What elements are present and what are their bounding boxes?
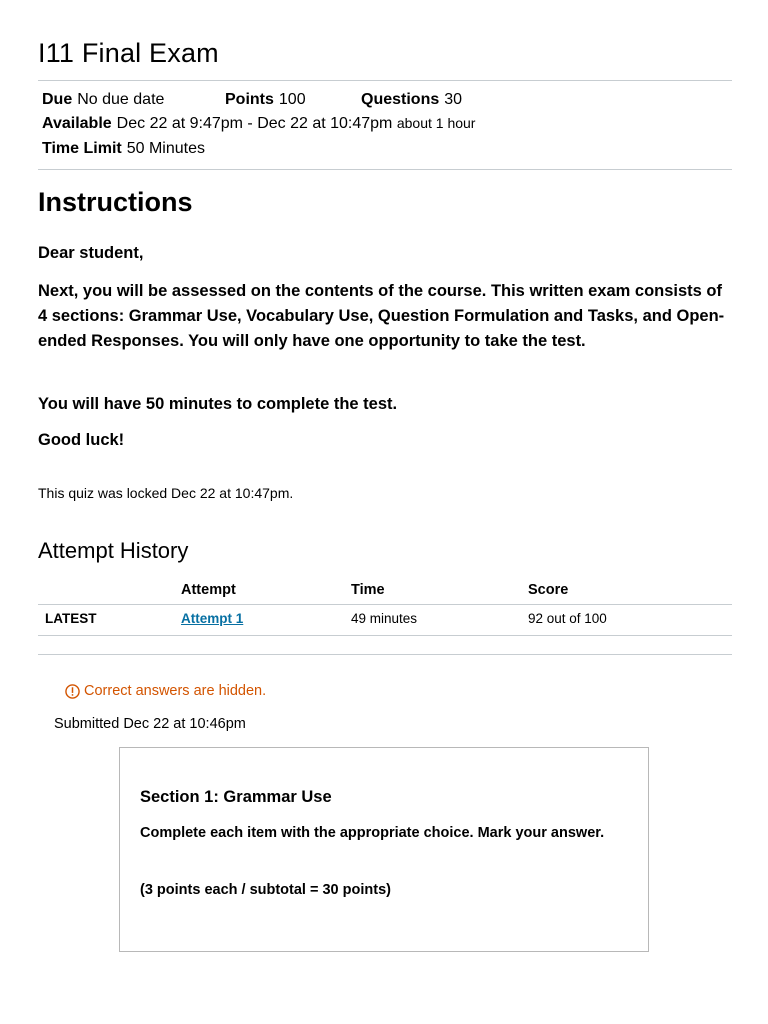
due-value: No due date bbox=[77, 91, 165, 108]
section-points: (3 points each / subtotal = 30 points) bbox=[140, 882, 391, 898]
questions-label: Questions bbox=[361, 91, 440, 108]
questions-value: 30 bbox=[444, 91, 463, 108]
attempt-score: 92 out of 100 bbox=[528, 611, 607, 626]
instruction-closing: Good luck! bbox=[38, 431, 125, 449]
column-header-time: Time bbox=[351, 582, 385, 598]
instruction-time: You will have 50 minutes to complete the test. bbox=[38, 395, 398, 413]
warning-circle-icon bbox=[65, 684, 80, 699]
divider bbox=[38, 169, 732, 170]
points-label: Points bbox=[225, 91, 274, 108]
instruction-body: Next, you will be assessed on the contents of the course. This written exam consists of 4 sections: Grammar Use, Vocabulary Use, Question Formulation and Tasks, and Open-ended Responses. You will only have one opportunity to take the test. bbox=[38, 282, 725, 350]
attempt-time: 49 minutes bbox=[351, 611, 418, 626]
available-label: Available bbox=[42, 115, 112, 132]
questions-meta bbox=[361, 91, 462, 109]
divider bbox=[38, 654, 732, 655]
available-meta bbox=[42, 115, 475, 133]
column-header-attempt: Attempt bbox=[181, 582, 236, 598]
attempt-history-heading: Attempt History bbox=[38, 538, 189, 563]
attempt-1-link[interactable]: Attempt 1 bbox=[181, 611, 244, 626]
alert-text: Correct answers are hidden. bbox=[84, 683, 267, 699]
points-value: 100 bbox=[278, 91, 306, 108]
points-meta bbox=[225, 91, 306, 109]
available-value: Dec 22 at 9:47pm - Dec 22 at 10:47pm bbox=[116, 115, 393, 132]
latest-label: LATEST bbox=[45, 611, 97, 626]
correct-answers-hidden-alert bbox=[65, 683, 266, 699]
section-heading: Section 1: Grammar Use bbox=[140, 788, 332, 806]
time-limit-meta bbox=[42, 140, 205, 158]
available-duration: about 1 hour bbox=[396, 115, 476, 131]
divider bbox=[38, 80, 732, 81]
column-header-score: Score bbox=[528, 582, 569, 598]
time-limit-value: 50 Minutes bbox=[126, 140, 205, 157]
due-label: Due bbox=[42, 91, 73, 108]
instruction-greeting: Dear student, bbox=[38, 244, 144, 262]
table-divider bbox=[38, 635, 732, 636]
table-divider bbox=[38, 604, 732, 605]
instructions-heading: Instructions bbox=[38, 187, 193, 217]
submitted-timestamp: Submitted Dec 22 at 10:46pm bbox=[54, 716, 246, 732]
question-section-box bbox=[119, 747, 649, 952]
time-limit-label: Time Limit bbox=[42, 140, 122, 157]
page-title: I11 Final Exam bbox=[38, 38, 219, 68]
section-instruction: Complete each item with the appropriate choice. Mark your answer. bbox=[140, 825, 605, 841]
quiz-meta-row-1 bbox=[42, 91, 164, 109]
locked-notice: This quiz was locked Dec 22 at 10:47pm. bbox=[38, 485, 294, 501]
